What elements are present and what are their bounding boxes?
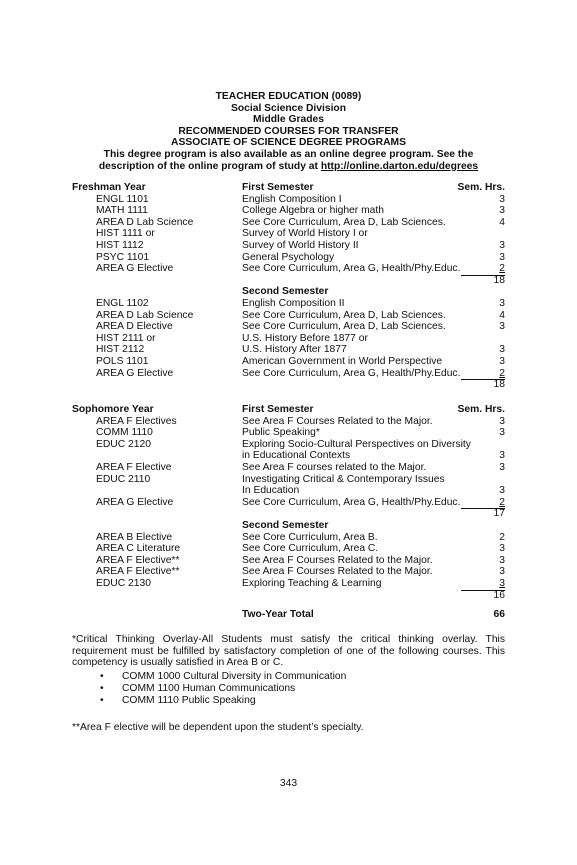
critical-thinking-note: *Critical Thinking Overlay-All Students must satisfy the critical thinking overlay. This requirement must be fulfilled by satisfactory completion of one of the following courses. This competency is usually satisfied in Area B or C.	[72, 634, 505, 669]
sophomore-second-semester-label: Second Semester	[242, 519, 329, 531]
table-row	[72, 263, 505, 275]
table-row	[72, 333, 505, 345]
course-code: AREA F Elective**	[96, 566, 180, 578]
table-row	[72, 310, 505, 322]
table-row	[72, 205, 505, 217]
semester-hours: 3	[499, 415, 505, 427]
table-row	[72, 252, 505, 264]
table-row	[72, 194, 505, 206]
semester-hours: 3	[499, 251, 505, 263]
course-description: See Core Curriculum, Area G, Health/Phy.Educ.	[242, 367, 461, 379]
table-row	[72, 344, 505, 356]
semester-hours: 3	[499, 344, 505, 356]
freshman-first-total: 18	[493, 274, 505, 286]
semester-hours: 2	[499, 531, 505, 543]
freshman-second-semester-label: Second Semester	[242, 286, 329, 298]
freshman-second-total-row	[72, 379, 505, 391]
course-description: Exploring Teaching & Learning	[242, 577, 382, 589]
semester-hours: 2	[499, 367, 505, 379]
sophomore-year-label: Sophomore Year	[72, 404, 154, 415]
course-description: See Core Curriculum, Area D, Lab Sciences.	[242, 309, 446, 321]
course-description: See Area F courses related to the Major.	[242, 461, 427, 473]
sophomore-first-semester-rows	[72, 416, 505, 509]
table-row	[72, 462, 505, 474]
sophomore-first-total-row	[72, 508, 505, 520]
course-description: See Area F Courses Related to the Major.	[242, 566, 433, 578]
course-description: Exploring Socio-Cultural Perspectives on Diversity	[242, 438, 471, 450]
table-row	[72, 217, 505, 229]
course-code: HIST 2112	[96, 344, 145, 356]
table-row	[72, 439, 505, 451]
course-description: Public Speaking*	[242, 427, 320, 439]
semester-hours: 3	[499, 297, 505, 309]
course-description: See Core Curriculum, Area D, Lab Sciences.	[242, 321, 446, 333]
division-name: Social Science Division	[230, 102, 347, 114]
list-item: • COMM 1110 Public Speaking	[100, 695, 256, 706]
freshman-heading-row	[72, 182, 505, 194]
critical-thinking-course-list	[72, 671, 505, 707]
course-description: English Composition II	[242, 297, 345, 309]
table-row	[72, 368, 505, 380]
course-code: ENGL 1102	[96, 297, 149, 309]
page-number: 343	[279, 778, 298, 789]
area-f-note: **Area F elective will be dependent upon the student’s specialty.	[72, 722, 364, 733]
course-code: HIST 1112	[96, 239, 144, 251]
course-code: AREA D Lab Science	[96, 216, 194, 228]
bullet-icon: •	[100, 695, 104, 706]
table-row	[72, 356, 505, 368]
course-description: See Core Curriculum, Area B.	[242, 531, 378, 543]
sophomore-first-semester-label: First Semester	[242, 404, 314, 415]
course-description: See Core Curriculum, Area C.	[242, 543, 379, 555]
semester-hours: 3	[499, 577, 505, 589]
table-row	[72, 578, 505, 590]
course-code: ENGL 1101	[96, 193, 149, 205]
semester-hours: 3	[499, 461, 505, 473]
course-description: College Algebra or higher math	[242, 205, 384, 217]
semester-hours: 4	[499, 309, 505, 321]
course-description: See Core Curriculum, Area D, Lab Sciences.	[242, 216, 446, 228]
sophomore-year-section	[72, 404, 505, 621]
course-code: AREA F Elective**	[96, 554, 180, 566]
course-code: AREA G Elective	[96, 367, 174, 379]
semester-hours: 3	[499, 427, 505, 439]
course-description: See Area F Courses Related to the Major.	[242, 554, 433, 566]
course-description: General Psychology	[242, 251, 335, 263]
bullet-icon: •	[100, 671, 104, 682]
two-year-total-label: Two-Year Total	[242, 609, 314, 621]
table-row	[72, 566, 505, 578]
specialty-name: Middle Grades	[253, 114, 324, 126]
course-code: PSYC 1101	[96, 251, 150, 263]
freshman-second-semester-rows	[72, 298, 505, 379]
sophomore-second-heading-row	[72, 520, 505, 532]
course-code: POLS 1101	[96, 355, 149, 367]
course-description: See Core Curriculum, Area G, Health/Phy.Educ.	[242, 263, 461, 275]
sophomore-first-total: 17	[493, 508, 505, 520]
freshman-year-label: Freshman Year	[72, 182, 146, 193]
list-item: • COMM 1000 Cultural Diversity in Communication	[100, 671, 347, 682]
course-code: AREA B Elective	[96, 531, 173, 543]
course-code: AREA G Elective	[96, 496, 174, 508]
course-code: COMM 1110	[96, 427, 153, 439]
course-description: See Core Curriculum, Area G, Health/Phy.Educ.	[242, 496, 461, 508]
recommended-heading: RECOMMENDED COURSES FOR TRANSFER	[178, 125, 399, 137]
sophomore-heading-row	[72, 404, 505, 416]
freshman-first-semester-rows	[72, 194, 505, 275]
freshman-first-semester-label: First Semester	[242, 182, 314, 193]
online-note-line1: This degree program is also available as an online degree program. See the	[103, 148, 474, 160]
semester-hours: 3	[499, 554, 505, 566]
two-year-total-row	[72, 609, 505, 621]
course-description: In Education	[242, 485, 300, 497]
semester-hours: 3	[499, 485, 505, 497]
sophomore-second-total-row	[72, 590, 505, 602]
course-description: U.S. History Before 1877 or	[242, 332, 368, 344]
course-code: EDUC 2110	[96, 473, 151, 485]
sophomore-second-total: 16	[493, 589, 505, 601]
course-code: AREA F Elective	[96, 461, 172, 473]
course-code: AREA D Elective	[96, 321, 173, 333]
sophomore-second-semester-rows	[72, 532, 505, 590]
table-row	[72, 321, 505, 333]
course-description: English Composition I	[242, 193, 342, 205]
semester-hours: 3	[499, 239, 505, 251]
freshman-second-heading-row	[72, 286, 505, 298]
table-row	[72, 298, 505, 310]
course-code: AREA D Lab Science	[96, 309, 194, 321]
two-year-total-value: 66	[493, 609, 505, 621]
course-description: Investigating Critical & Contemporary Issues	[242, 473, 445, 485]
semester-hours: 3	[499, 193, 505, 205]
course-description: Survey of World History II	[242, 239, 359, 251]
course-description: Survey of World History I or	[242, 228, 368, 240]
document-header	[40, 91, 537, 172]
semester-hours: 3	[499, 543, 505, 555]
table-row	[72, 416, 505, 428]
sem-hrs-label: Sem. Hrs.	[457, 182, 505, 193]
table-row	[72, 427, 505, 439]
course-code: AREA F Electives	[96, 415, 177, 427]
table-row	[72, 450, 505, 462]
semester-hours: 2	[499, 263, 505, 275]
course-code: EDUC 2120	[96, 438, 151, 450]
freshman-second-total: 18	[493, 379, 505, 391]
table-row	[72, 555, 505, 567]
freshman-year-section	[72, 182, 505, 391]
table-row	[72, 474, 505, 486]
list-item: • COMM 1100 Human Communications	[100, 683, 296, 694]
semester-hours: 3	[499, 566, 505, 578]
course-description: American Government in World Perspective	[242, 355, 443, 367]
semester-hours: 3	[499, 450, 505, 462]
table-row	[72, 532, 505, 544]
course-code: HIST 2111 or	[96, 332, 156, 344]
semester-hours: 3	[499, 205, 505, 217]
course-code: AREA G Elective	[96, 263, 174, 275]
degree-heading: ASSOCIATE OF SCIENCE DEGREE PROGRAMS	[171, 137, 406, 149]
online-degrees-link[interactable]: http://online.darton.edu/degrees	[320, 160, 479, 172]
sem-hrs-label: Sem. Hrs.	[457, 404, 505, 415]
table-row	[72, 543, 505, 555]
semester-hours: 2	[499, 496, 505, 508]
semester-hours: 3	[499, 321, 505, 333]
table-row	[72, 497, 505, 509]
course-description: See Area F Courses Related to the Major.	[242, 415, 433, 427]
bullet-icon: •	[100, 683, 104, 694]
course-code: EDUC 2130	[96, 577, 151, 589]
course-description: in Educational Contexts	[242, 450, 351, 462]
table-row	[72, 228, 505, 240]
semester-hours: 4	[499, 216, 505, 228]
online-note-line2: description of the online program of study at http://online.darton.edu/degrees	[98, 160, 479, 172]
table-row	[72, 485, 505, 497]
course-code: MATH 1111	[96, 205, 148, 217]
table-row	[72, 240, 505, 252]
course-code: AREA C Literature	[96, 543, 181, 555]
program-title: TEACHER EDUCATION (0089)	[215, 91, 362, 102]
semester-hours: 3	[499, 355, 505, 367]
course-code: HIST 1111 or	[96, 228, 155, 240]
course-description: U.S. History After 1877	[242, 344, 347, 356]
freshman-first-total-row	[72, 275, 505, 287]
